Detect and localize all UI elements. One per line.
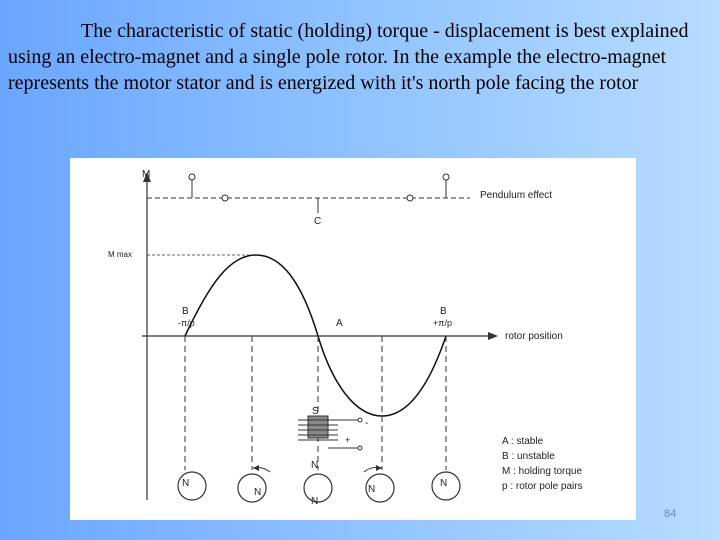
legend-item-a: A : stable <box>502 436 544 447</box>
rotor-4-arrowhead <box>376 465 382 471</box>
intro-paragraph <box>8 18 714 96</box>
rotor-4-label: N <box>368 484 376 495</box>
rotor-5-label: N <box>440 478 448 489</box>
legend-item-b: B : unstable <box>502 451 555 462</box>
pendulum-bob-left <box>189 174 195 180</box>
m-axis-label: M <box>142 169 151 180</box>
rotor-4 <box>364 465 394 502</box>
rotor-1 <box>178 472 206 500</box>
legend <box>502 436 583 492</box>
rotor-2-label: N <box>254 487 262 498</box>
c-label: C <box>314 216 322 227</box>
terminal-plus <box>358 446 362 450</box>
stator-n-label: N <box>311 460 319 471</box>
plus-label: + <box>345 435 351 445</box>
b-left-label: B <box>182 306 189 317</box>
page-number: 84 <box>664 508 677 520</box>
stator-s-label: S <box>312 406 319 417</box>
rotor-3 <box>304 474 332 507</box>
terminal-minus <box>358 418 362 422</box>
b-right-sub: +π/p <box>433 318 452 328</box>
rotor-2 <box>238 465 270 502</box>
pendulum-bob-mid-right <box>407 195 413 201</box>
legend-item-m: M : holding torque <box>502 466 583 477</box>
pendulum-bob-right <box>443 174 449 180</box>
torque-diagram <box>70 158 636 520</box>
pendulum-label: Pendulum effect <box>480 190 553 201</box>
rotor-5 <box>432 472 460 500</box>
b-right-label: B <box>440 306 447 317</box>
torque-diagram-svg <box>70 158 636 520</box>
rotor-position-label: rotor position <box>505 331 563 342</box>
legend-item-p: p : rotor pole pairs <box>502 481 583 492</box>
rotor-3-label: N <box>311 496 319 507</box>
intro-text: The characteristic of static (holding) torque - displacement is best explained using an electro-magnet and a single pole rotor. In the example the electro-magnet represents the motor stator and is energized with it's north pole facing the rotor <box>8 20 689 94</box>
pendulum-bob-mid-left <box>222 195 228 201</box>
b-left-sub: -π/p <box>178 318 195 328</box>
a-label: A <box>336 318 343 329</box>
minus-label: - <box>365 418 369 429</box>
rotor-position-arrow <box>488 332 498 340</box>
rotor-2-arrowhead <box>253 465 259 471</box>
rotor-1-label: N <box>182 478 190 489</box>
m-max-label: M max <box>108 250 132 259</box>
rotor-2-circle <box>238 474 266 502</box>
